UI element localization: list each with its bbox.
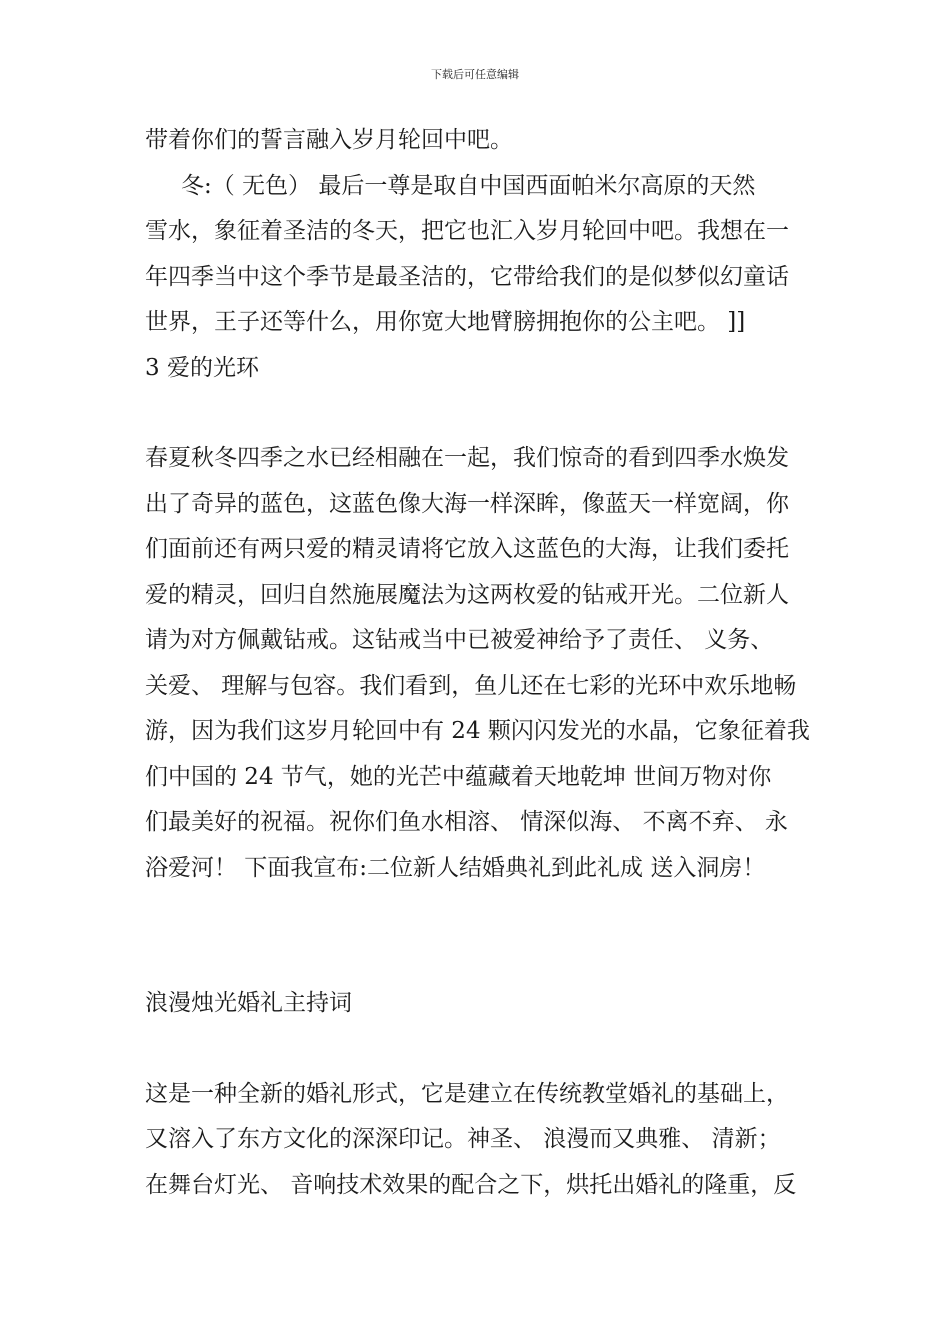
paragraph-line: 请为对方佩戴钻戒。这钻戒当中已被爱神给予了责任、 义务、 [145, 627, 774, 653]
paragraph-line: 雪水，象征着圣洁的冬天，把它也汇入岁月轮回中吧。我想在一 [145, 218, 789, 244]
paragraph-line: 世界，王子还等什么，用你宽大地臂膀拥抱你的公主吧。 ]] [145, 309, 746, 335]
paragraph-line: 浴爱河！ 下面我宣布:二位新人结婚典礼到此礼成 送入洞房！ [145, 854, 766, 881]
paragraph-line: 带着你们的誓言融入岁月轮回中吧。 [145, 127, 513, 153]
paragraph-line: 们中国的 24 节气，她的光芒中蕴藏着天地乾坤 世间万物对你 [145, 763, 772, 790]
paragraph-line: 们最美好的祝福。祝你们鱼水相溶、 情深似海、 不离不弃、 永 [145, 809, 788, 835]
section-title: 浪漫烛光婚礼主持词 [145, 990, 352, 1016]
document-body [145, 118, 810, 1208]
blank-line [145, 891, 810, 981]
paragraph-line: 在舞台灯光、 音响技术效果的配合之下，烘托出婚礼的隆重，反 [145, 1171, 797, 1198]
section-heading: 3 爱的光环 [145, 354, 259, 381]
paragraph-line: 游，因为我们这岁月轮回中有 24 颗闪闪发光的水晶，它象征着我 [145, 718, 810, 744]
blank-line [145, 391, 810, 436]
paragraph-line: 又溶入了东方文化的深深印记。神圣、 浪漫而又典雅、 清新； [145, 1126, 781, 1152]
paragraph-line: 冬:（ 无色） 最后一尊是取自中国西面帕米尔高原的天然 [181, 172, 756, 199]
paragraph-line: 春夏秋冬四季之水已经相融在一起，我们惊奇的看到四季水焕发 [145, 445, 789, 471]
paragraph-line: 年四季当中这个季节是最圣洁的，它带给我们的是似梦似幻童话 [145, 263, 789, 290]
blank-line [145, 1027, 810, 1072]
paragraph-line: 们面前还有两只爱的精灵请将它放入这蓝色的大海，让我们委托 [145, 536, 789, 562]
paragraph-line: 这是一种全新的婚礼形式，它是建立在传统教堂婚礼的基础上， [145, 1080, 789, 1107]
header-note: 下载后可任意编辑 [431, 68, 519, 81]
paragraph-line: 关爱、 理解与包容。我们看到，鱼儿还在七彩的光环中欢乐地畅 [145, 672, 797, 699]
paragraph-line: 爱的精灵，回归自然施展魔法为这两枚爱的钻戒开光。二位新人 [145, 581, 789, 608]
paragraph-line: 出了奇异的蓝色，这蓝色像大海一样深眸，像蓝天一样宽阔，你 [145, 490, 789, 517]
